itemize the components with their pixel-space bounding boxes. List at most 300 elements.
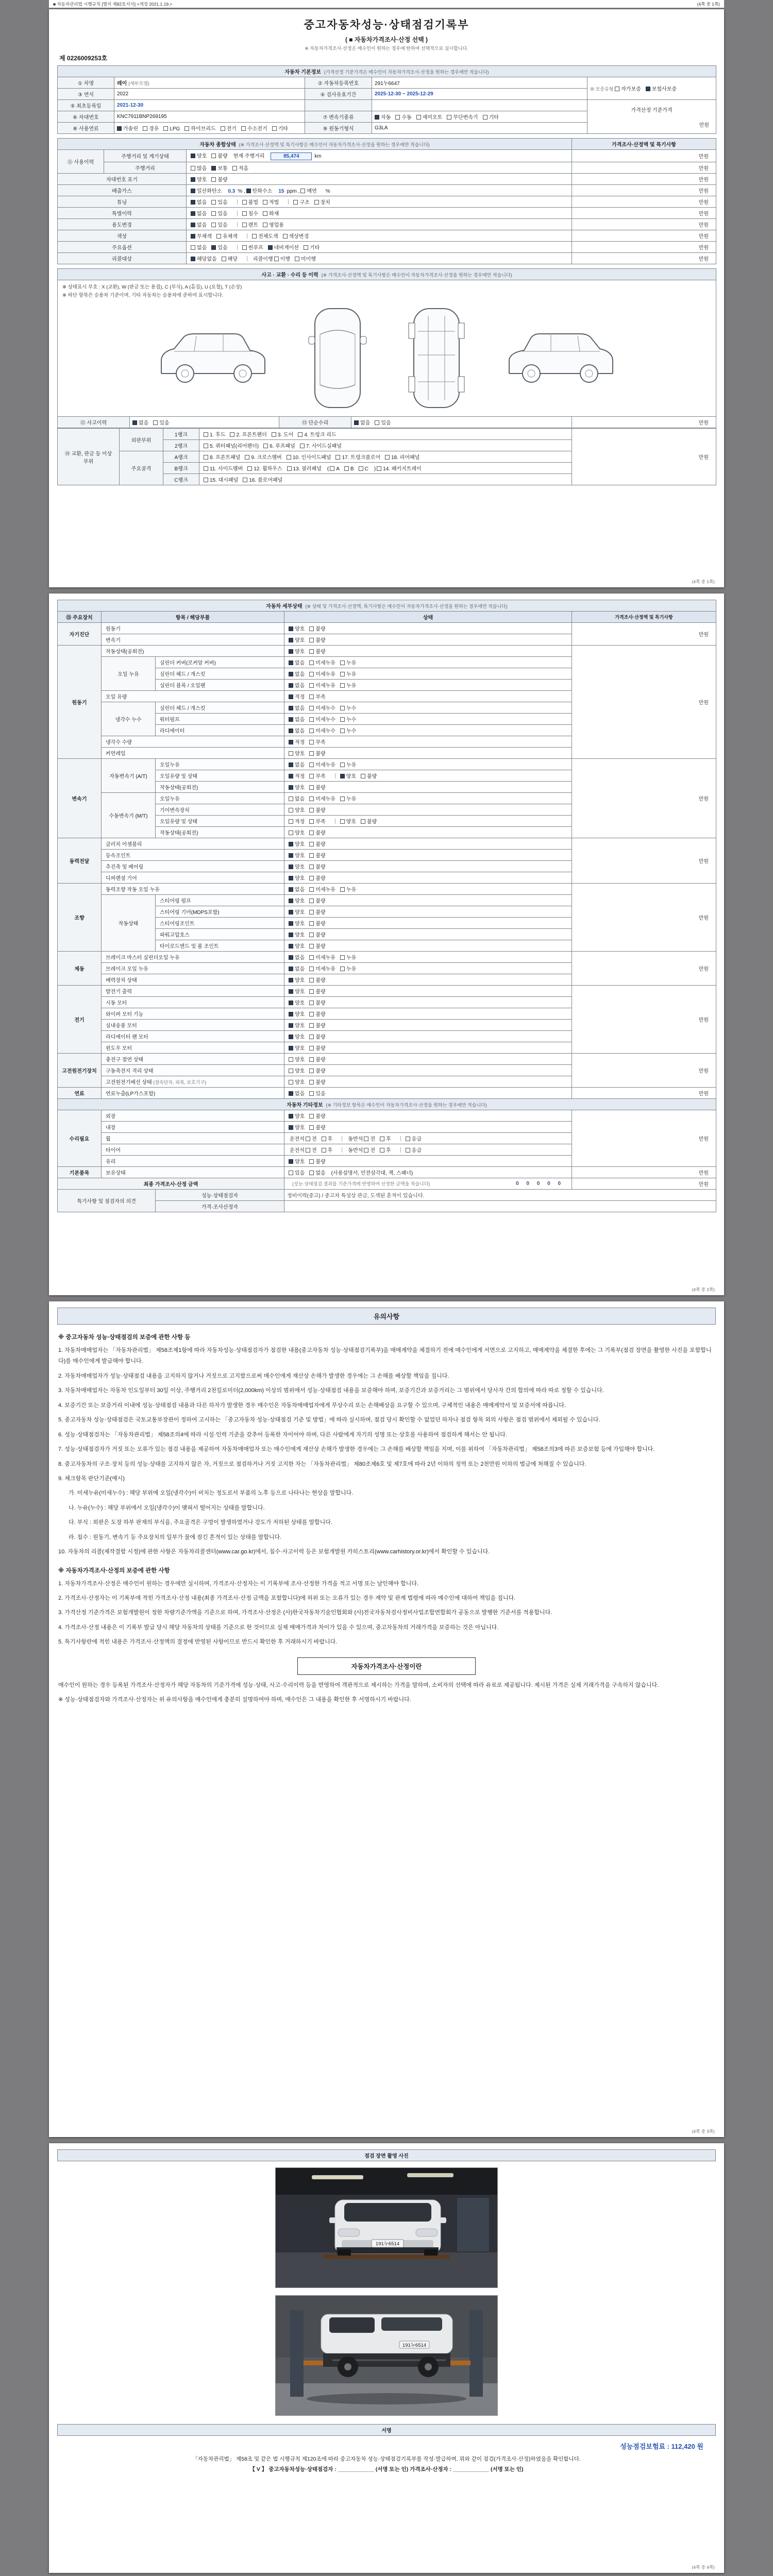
checkbox[interactable]: [191, 223, 195, 227]
option-label: 있음: [217, 245, 228, 251]
checkbox[interactable]: [385, 455, 390, 460]
value: 15: [278, 189, 284, 194]
checkbox[interactable]: [289, 967, 293, 971]
checkbox[interactable]: [340, 955, 345, 960]
checkbox[interactable]: [300, 189, 305, 193]
checkbox[interactable]: [204, 432, 208, 437]
checkbox[interactable]: [243, 478, 247, 482]
checkbox[interactable]: [344, 466, 349, 471]
checkbox[interactable]: [406, 1148, 410, 1153]
checkbox[interactable]: [289, 638, 293, 642]
checkbox[interactable]: [309, 1171, 314, 1175]
checkbox[interactable]: [289, 808, 293, 812]
checkbox[interactable]: [246, 189, 251, 193]
option-label: 없음: [295, 967, 305, 972]
option-label: 기타: [489, 115, 499, 121]
checkbox[interactable]: [289, 762, 293, 767]
option-label: 미세누수: [315, 706, 335, 711]
checkbox[interactable]: [361, 819, 365, 824]
checkbox[interactable]: [322, 1137, 326, 1141]
checkbox[interactable]: [289, 706, 293, 710]
checkbox[interactable]: [309, 967, 314, 971]
checkbox[interactable]: [330, 466, 334, 471]
checkbox[interactable]: [340, 672, 345, 676]
checkbox[interactable]: [242, 223, 247, 227]
checkbox[interactable]: [191, 177, 195, 182]
checkbox[interactable]: [289, 649, 293, 654]
option-label: 양호: [295, 649, 305, 655]
checkbox[interactable]: [309, 933, 314, 937]
checkbox[interactable]: [289, 717, 293, 722]
checkbox[interactable]: [289, 933, 293, 937]
checkbox[interactable]: [309, 626, 314, 631]
option-label: 6. 루프패널: [270, 444, 295, 449]
basic-info-table: [57, 65, 716, 134]
option: [230, 430, 266, 438]
group-label: ⑪ 사용이력: [58, 150, 104, 174]
checkbox[interactable]: [283, 234, 288, 239]
option-label: 불량: [315, 1114, 326, 1120]
checkbox[interactable]: [191, 211, 195, 216]
checkbox[interactable]: [289, 1001, 293, 1005]
checkbox[interactable]: [289, 1080, 293, 1084]
checkbox[interactable]: [295, 257, 299, 261]
checkbox[interactable]: [252, 234, 257, 239]
option: [309, 658, 335, 666]
checkbox[interactable]: [361, 774, 365, 778]
checkbox[interactable]: [395, 115, 400, 120]
checkbox[interactable]: [322, 1148, 326, 1153]
checkbox[interactable]: [309, 944, 314, 948]
checkbox[interactable]: [309, 1159, 314, 1164]
checkbox[interactable]: [309, 774, 314, 778]
option-label: 해당: [227, 257, 238, 262]
checkbox[interactable]: [289, 1057, 293, 1062]
option-label: 양호: [295, 785, 305, 791]
detail-title: 자동차 세부상태 (※ 상태 및 가격조사·산정액, 특기사항은 매수인이 자동차가격조사·산정을 원하는 경우에만 적습니다): [58, 600, 716, 612]
checkbox[interactable]: [309, 910, 314, 914]
checkbox[interactable]: [359, 466, 363, 471]
checkbox[interactable]: [309, 955, 314, 960]
checkbox[interactable]: [447, 115, 451, 120]
checkbox[interactable]: [340, 774, 345, 778]
checkbox[interactable]: [289, 1125, 293, 1130]
checkbox[interactable]: [309, 796, 314, 801]
checkbox[interactable]: [309, 808, 314, 812]
checkbox[interactable]: [309, 694, 314, 699]
option-label: 기타: [278, 126, 288, 132]
checkbox[interactable]: [483, 115, 488, 120]
option: [309, 1078, 325, 1086]
checkbox[interactable]: [309, 728, 314, 733]
option-label: 불량: [315, 1159, 326, 1165]
item-label: 오일유량 및 상태: [156, 770, 284, 782]
device-label: 고전원전기장치: [58, 1054, 102, 1088]
item-label: 내장: [102, 1122, 284, 1133]
checkbox[interactable]: [340, 967, 345, 971]
notice-line: 9. 체크항목 판단기준(예시): [58, 1475, 125, 1482]
item-label: 차대번호 표기: [58, 174, 187, 185]
item-label: 동력조향 작동 오일 누유: [102, 884, 284, 895]
checkbox[interactable]: [340, 717, 345, 722]
checkbox[interactable]: [309, 1069, 314, 1073]
option: [289, 783, 305, 791]
item-label: 냉각수 수량: [102, 736, 284, 748]
option: [289, 760, 305, 768]
option: [289, 874, 305, 882]
item-label: 커먼레일: [102, 748, 284, 759]
option-label: 불량: [315, 1125, 326, 1131]
option: [322, 1134, 333, 1142]
checkbox[interactable]: [380, 1148, 384, 1153]
option: [293, 198, 309, 206]
checkbox[interactable]: [300, 444, 305, 448]
checkbox[interactable]: [314, 200, 319, 205]
option: [309, 1066, 325, 1074]
checkbox[interactable]: [309, 1114, 314, 1118]
option: [483, 113, 499, 121]
checkbox[interactable]: [204, 444, 208, 448]
checkbox[interactable]: [309, 1057, 314, 1062]
overall-row: [58, 219, 716, 230]
state-cell: [187, 174, 572, 185]
checkbox[interactable]: [289, 842, 293, 846]
option: [309, 726, 335, 734]
checkbox[interactable]: [364, 1148, 368, 1153]
option-label: 누유: [346, 955, 357, 961]
checkbox[interactable]: [289, 853, 293, 858]
checkbox[interactable]: [263, 211, 267, 216]
checkbox[interactable]: [222, 257, 226, 261]
state-cell: [284, 929, 572, 940]
checkbox[interactable]: [230, 432, 234, 437]
checkbox[interactable]: [287, 466, 292, 471]
checkbox[interactable]: [289, 796, 293, 801]
checkbox[interactable]: [309, 1080, 314, 1084]
car-diagrams: [60, 299, 713, 415]
checkbox[interactable]: [293, 200, 298, 205]
checkbox[interactable]: [309, 762, 314, 767]
checkbox[interactable]: [184, 126, 189, 131]
checkbox[interactable]: [306, 1137, 310, 1141]
checkbox[interactable]: [263, 200, 267, 205]
checkbox[interactable]: [191, 189, 195, 193]
checkbox[interactable]: [274, 257, 279, 261]
state-cell: [284, 952, 572, 963]
option: [340, 681, 356, 689]
checkbox[interactable]: [242, 200, 247, 205]
price-cell: 만원: [572, 162, 716, 174]
text: (: [327, 466, 329, 472]
option: [246, 187, 273, 194]
checkbox[interactable]: [289, 694, 293, 699]
checkbox[interactable]: [309, 1001, 314, 1005]
checkbox[interactable]: [241, 126, 246, 131]
checkbox[interactable]: [340, 796, 345, 801]
option-label: 양호: [295, 853, 305, 859]
checkbox[interactable]: [191, 166, 195, 171]
option-label: 미세누유: [315, 887, 335, 893]
checkbox[interactable]: [221, 126, 225, 131]
checkbox[interactable]: [117, 126, 122, 131]
checkbox[interactable]: [289, 910, 293, 914]
option: [289, 704, 305, 711]
option: [191, 221, 207, 228]
separator: [288, 199, 289, 205]
checkbox[interactable]: [289, 921, 293, 926]
checkbox[interactable]: [289, 887, 293, 892]
checkbox[interactable]: [309, 819, 314, 824]
checkbox[interactable]: [289, 774, 293, 778]
option: [309, 828, 325, 836]
checkbox[interactable]: [242, 245, 247, 250]
option: [268, 243, 299, 251]
checkbox[interactable]: [287, 455, 291, 460]
checkbox[interactable]: [289, 1091, 293, 1096]
item-label: 유리: [102, 1156, 284, 1167]
checkbox[interactable]: [289, 955, 293, 960]
state-cell: [284, 1088, 572, 1099]
checkbox[interactable]: [309, 989, 314, 994]
item-label: 원동기: [102, 623, 284, 634]
checkbox[interactable]: [340, 660, 345, 665]
checkbox[interactable]: [204, 466, 208, 471]
option: [309, 704, 335, 711]
checkbox[interactable]: [289, 683, 293, 688]
checkbox[interactable]: [646, 87, 650, 91]
checkbox[interactable]: [340, 706, 345, 710]
misc-title: 자동차 기타정보 (※ 기타정보 항목은 매수인이 자동차가격조사·산정을 원하는 경우에만 적습니다): [58, 1099, 716, 1110]
checkbox[interactable]: [298, 432, 303, 437]
item-label: 변속기: [102, 634, 284, 646]
notice-line: 4. 가격조사·산정 내용은 이 기록부 발급 당시 해당 자동차의 상태를 기준으로 한 것이므로 실제 매매가격과 차이가 있을 수 있으며, 중고자동차의 거래가격을 보증하는 것은 아닙니다.: [58, 1624, 499, 1631]
checkbox[interactable]: [354, 420, 359, 425]
checkbox[interactable]: [263, 444, 268, 448]
checkbox[interactable]: [211, 245, 216, 250]
option: [416, 113, 443, 121]
option-label: 없음: [295, 717, 305, 723]
checkbox[interactable]: [191, 200, 195, 205]
option-label: 구조: [299, 200, 310, 206]
rank-label: B랭크: [163, 463, 199, 474]
checkbox[interactable]: [242, 211, 247, 216]
checkbox[interactable]: [289, 899, 293, 903]
checkbox[interactable]: [143, 126, 147, 131]
checkbox[interactable]: [309, 978, 314, 982]
checkbox[interactable]: [416, 115, 421, 120]
checkbox[interactable]: [289, 865, 293, 869]
detail-row: [58, 838, 716, 850]
checkbox[interactable]: [340, 819, 345, 824]
checkbox[interactable]: [211, 223, 216, 227]
checkbox[interactable]: [340, 728, 345, 733]
checkbox[interactable]: [309, 887, 314, 892]
option: [191, 243, 207, 251]
checkbox[interactable]: [309, 638, 314, 642]
checkbox[interactable]: [289, 728, 293, 733]
option-label: 18. 리어패널: [391, 455, 420, 461]
checkbox[interactable]: [309, 853, 314, 858]
checkbox[interactable]: [211, 154, 216, 158]
checkbox[interactable]: [309, 1035, 314, 1039]
checkbox[interactable]: [289, 626, 293, 631]
state-cell: [284, 1156, 572, 1167]
checkbox[interactable]: [309, 740, 314, 744]
checkbox[interactable]: [191, 234, 195, 239]
checkbox[interactable]: [211, 166, 216, 171]
checkbox[interactable]: [289, 1023, 293, 1028]
vin-value: KNC7911BNP269195: [114, 111, 305, 123]
detail-row: [58, 1088, 716, 1099]
price-base-unit: 만원: [699, 122, 710, 128]
checkbox[interactable]: [364, 1137, 368, 1141]
checkbox[interactable]: [289, 876, 293, 880]
checkbox[interactable]: [211, 200, 216, 205]
option-label: 불량: [315, 921, 326, 927]
checkbox[interactable]: [289, 660, 293, 665]
checkbox[interactable]: [216, 234, 221, 239]
item-label: 리콜대상: [58, 253, 187, 264]
checkbox[interactable]: [204, 455, 208, 460]
checkbox[interactable]: [245, 455, 249, 460]
checkbox[interactable]: [263, 223, 267, 227]
checkbox[interactable]: [204, 478, 208, 482]
final-price-value: 0 0 0 0 0: [516, 1181, 564, 1187]
checkbox[interactable]: [340, 887, 345, 892]
option-label: 불량: [315, 865, 326, 870]
checkbox[interactable]: [335, 455, 340, 460]
checkbox[interactable]: [309, 1012, 314, 1016]
checkbox[interactable]: [289, 819, 293, 824]
checkbox[interactable]: [309, 876, 314, 880]
checkbox[interactable]: [272, 126, 277, 131]
item-label: 스티어링조인트: [156, 918, 284, 929]
option-label: 양호: [295, 1046, 305, 1052]
checkbox[interactable]: [191, 245, 195, 250]
checkbox[interactable]: [309, 865, 314, 869]
checkbox[interactable]: [309, 842, 314, 846]
checkbox[interactable]: [132, 420, 137, 425]
checkbox[interactable]: [309, 717, 314, 722]
text: 운전석: [290, 1137, 305, 1142]
vin-label: ⑥ 차대번호: [58, 111, 114, 123]
option: [309, 681, 335, 689]
checkbox[interactable]: [406, 1137, 410, 1141]
checkbox[interactable]: [309, 921, 314, 926]
text: 운전석: [290, 1148, 305, 1154]
checkbox[interactable]: [309, 672, 314, 676]
option: [221, 124, 237, 132]
checkbox[interactable]: [309, 1023, 314, 1028]
checkbox[interactable]: [309, 1046, 314, 1050]
checkbox[interactable]: [309, 1091, 314, 1096]
option-label: 양호: [295, 1069, 305, 1074]
checkbox[interactable]: [289, 1046, 293, 1050]
checkbox[interactable]: [247, 466, 252, 471]
price-eval-select[interactable]: ( ■ 자동차가격조사·산정 선택 ): [345, 36, 428, 43]
option: [340, 953, 356, 961]
checkbox[interactable]: [615, 87, 619, 91]
checkbox[interactable]: [289, 831, 293, 835]
checkbox[interactable]: [309, 1125, 314, 1130]
checkbox[interactable]: [289, 1171, 293, 1175]
checkbox[interactable]: [289, 1035, 293, 1039]
checkbox[interactable]: [289, 1114, 293, 1118]
first-reg-label: ⑤ 최초등록일: [58, 100, 114, 111]
checkbox[interactable]: [340, 683, 345, 688]
detail-row: [58, 1167, 716, 1178]
price-cell: 만원: [572, 1088, 716, 1099]
option: [309, 874, 325, 882]
option-label: 불량: [315, 808, 326, 814]
checkbox[interactable]: [309, 660, 314, 665]
option-label: 화재: [268, 211, 279, 217]
checkbox[interactable]: [191, 257, 195, 261]
option-label: 보통: [217, 166, 228, 172]
checkbox[interactable]: [289, 740, 293, 744]
checkbox[interactable]: [289, 1012, 293, 1016]
state-cell: [284, 1054, 572, 1065]
checkbox[interactable]: [191, 154, 195, 158]
checkbox[interactable]: [163, 126, 168, 131]
checkbox[interactable]: [153, 420, 158, 425]
option-label: 후: [327, 1148, 333, 1154]
checkbox[interactable]: [289, 989, 293, 994]
item-label: 오일누유: [156, 759, 284, 770]
option: [289, 851, 305, 859]
checkbox[interactable]: [268, 245, 273, 250]
checkbox[interactable]: [289, 1159, 293, 1164]
checkbox[interactable]: [375, 115, 379, 120]
checkbox[interactable]: [309, 683, 314, 688]
option: [377, 464, 422, 472]
checkbox[interactable]: [289, 785, 293, 790]
checkbox[interactable]: [289, 751, 293, 756]
photo-section-header: [57, 2149, 716, 2161]
checkbox[interactable]: [309, 831, 314, 835]
checkbox[interactable]: [375, 420, 379, 425]
option: [289, 738, 305, 745]
option-label: 양호: [295, 944, 305, 950]
rank-label: 2랭크: [163, 440, 199, 451]
option-label: 9. 크로스멤버: [251, 455, 282, 461]
checkbox[interactable]: [289, 1069, 293, 1073]
option: [309, 647, 325, 655]
checkbox[interactable]: [289, 978, 293, 982]
checkbox[interactable]: [289, 944, 293, 948]
item-label: 등속조인트: [102, 850, 284, 861]
checkbox[interactable]: [309, 899, 314, 903]
checkbox[interactable]: [306, 1148, 310, 1153]
checkbox[interactable]: [340, 762, 345, 767]
checkbox[interactable]: [377, 466, 381, 471]
option-label: 1. 후드: [210, 432, 226, 438]
checkbox[interactable]: [309, 706, 314, 710]
checkbox[interactable]: [309, 785, 314, 790]
checkbox[interactable]: [272, 432, 276, 437]
checkbox[interactable]: [309, 751, 314, 756]
checkbox[interactable]: [309, 649, 314, 654]
option-label: 매연: [307, 189, 317, 194]
checkbox[interactable]: [304, 245, 308, 250]
checkbox[interactable]: [211, 211, 216, 216]
checkbox[interactable]: [232, 166, 237, 171]
checkbox[interactable]: [211, 177, 216, 182]
checkbox[interactable]: [289, 672, 293, 676]
notice-line: 가. 미세누유(미세누수) : 해당 부위에 오일(냉각수)이 비치는 정도로서 부품의 노후 등으로 나타나는 현상을 말합니다.: [69, 1490, 354, 1497]
option-label: 없음: [295, 728, 305, 734]
checkbox[interactable]: [380, 1137, 384, 1141]
